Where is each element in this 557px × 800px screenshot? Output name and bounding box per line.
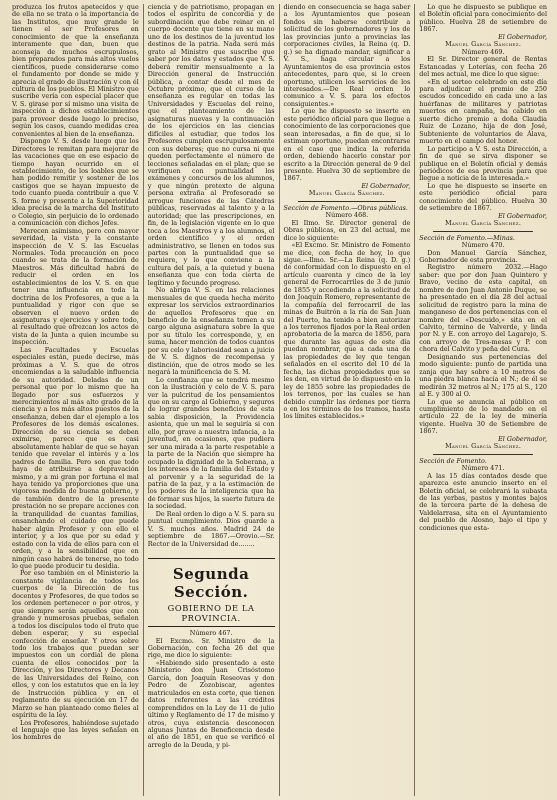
paragraph: Merecen asimismo, pero con mayor severidad, la vista y la constante inspección de V. S. las Escuelas Normales. Toda precaución en poco cuando se trata de la formación de Maestros. Más dificultad habrá de reducir el orden en los establecimientos de los V. S. en que tener una influencia en toda la doctrina de los Profesores, a que a la puntualidad y rigor con que se observen el nuevo orden de asignaturas y ejercicios y sobre todo, al resultado que ofrezcan los actos de vista de la Junta a quien incumbe su inspección. — [12, 226, 139, 347]
section-subtitle: GOBIERNO DE LA PROVINCIA. — [148, 603, 275, 627]
paragraph: De Real orden lo digo a V. S. para su puntual cumplimiento. Dios guarde a V. S. muchos años. Madrid 24 de septiembre de 1867.—Orovio.—Sr. Rector de la Universidad de........ — [147, 509, 275, 548]
column-1 — [8, 4, 144, 796]
paragraph: El Sr. Director general de Rentas Estancadas y Loterías, con fecha 26 del mes actual, me dice lo que sigue: — [419, 55, 547, 79]
paragraph: Los Profesores, habiéndose sujetado el lenguaje que las leyes señalan en los hombres de — [12, 718, 139, 742]
section-heading: Segunda Sección. — [148, 558, 275, 601]
signature-title: El Gobernador, — [498, 32, 547, 41]
notice-number: Número 467. — [189, 629, 233, 638]
section-title: Sección de Fomento. — [419, 456, 487, 465]
paragraph: Lo que he dispuesto se publique en el Boletín oficial para conocimiento del público. Huelva 28 de setiembre de 1867. — [419, 4, 547, 34]
signature-title: El Gobernador, — [498, 211, 547, 220]
paragraph: No abriga V. S. en las relaciones mensuales de que queda hecha mérito expresar los servicios extraordinarios de aquellos Profesores que en beneficio de la enseñanza tomen a su cargo alguna asignatura sobre la que por su título les corresponde, y, en suma, hacer mención de todos cuantos por su celo y laboriosidad sean a juicio de V. S. dignos de recompensa y distinción, que de otros modo se les negará la munificencia de S. M. — [147, 286, 275, 377]
paragraph: «Habiendo sido presentado a este Ministerio don Juan Crisóstomo García, don Joaquín Reseovas y don Pedro de Zozobiscar, agentes matriculados en esta corte, que tienen datos referentes a las créditos comprendidos en la Ley de 11 de julio último y Reglamento de 17 de mismo y otros, cuya existencia desconocen algunas Juntas de Beneficencia desde el año de 1851, en que se verificó el arreglo de la Deuda, y pi- — [147, 658, 275, 749]
notice-number: Número 471. — [461, 464, 505, 473]
paragraph: Dispongo V. S. desde luego que los Directores le remitan para mejorar de las vacaciones que en ese espacio de tiempo hayan ocurrido en el establecimiento, de los loables que se han podido remitir y sostener de los castigos que se hayan impuesto de todo cuanto pueda contribuir a que V. S. forme y presente a la Superioridad idea precisa de la marcha del Instituto o Colegio, sin perjuicio de lo ordenado a comunicación con dichos Jefes. — [12, 137, 139, 228]
paragraph: Lo que he dispuesto se inserte en este periódico oficial para que llegue a conocimiento de las corporaciones que sean interesadas, a fin de que, si lo estiman oportuno, puedan encontrarse en el caso que indica la referida orden, debiendo hacerlo constar por escrito a la Dirección general de 9 del presente. Huelva 30 de septiembre de 1867. — [283, 107, 411, 183]
column-3 — [280, 4, 416, 796]
signature-name: Manuel García Sánchez. — [445, 219, 522, 228]
paragraph: Lo que he dispuesto se inserte en este periódico oficial para conocimiento del público. Huelva 30 de setiembre de 1867. — [419, 181, 547, 213]
paragraph: diendo en consecuencia se haga saber a los Ayuntamientos que posean fondos sin haberse contribuir a solicitud de los gobernadores y los de las provincias junto a provincias las corporaciones civiles, la Reina (q. D. g.) se ha dignado mandar, significar a V. S., haga circular a los Ayuntamientos de esa provincia estos antecedentes, para que, si lo creen oportuno, utilicen los servicios de los interesados.—De Real orden lo comunico a V. S. para los efectos consiguientes.» — [283, 4, 411, 108]
divider — [433, 231, 533, 232]
notice-number: Número 470. — [461, 241, 505, 250]
paragraph: El Excmo. Sr. Ministro de la Gobernación, con fecha 26 del que rige, me dice lo siguiente: — [147, 636, 275, 660]
paragraph: A las 15 días contados desde que aparezca este anuncio inserto en el Boletín oficial, se celebrará la subasta de las yerbas, pastos y montes bajos de la tercera parte de la dehesa de Valdelarrasa, sita en el Ayuntamiento del pueblo de Alosno, bajo el tipo y condiciones que esta- — [419, 471, 547, 532]
notice-number: Número 469. — [461, 47, 505, 56]
paragraph: produzca los frutos apetecidos y que de ella no se trata o la importancia de las Institutos, que muy grande le tienen el ser Profesores en conocimiento de que la enseñanza interamente que dan, buen que aconseja de muchos escrupulosos, bien preparados para más altos vuelos científicos, puede considerarse como el fundamento por donde se mide y aprecia el grado de ilustración y con él cultura de los pueblos. El Ministro que suscribe vería con especial placer que V. S. girase por sí mismo una visita de inspección a dichos establecimientos para proveer desde luego lo preciso, según los casos, cuando medidas crea convenientes al bien de la enseñanza. — [12, 4, 139, 138]
paragraph: ciencia y de patriotismo, propagan en todos el espíritu de concordia y de subordinación que debe reinar en el cuerpo docente que tiene en su mano uno de los destinos de la juventud los destinos de la patria. Nada será más grato al Ministro que suscribe que saber por los datos y estados que V. S. deberá remitir mensualmente a la Dirección general de Instrucción pública, a contar desde el mes de Octubre próximo, que el curso de la enseñanza es regular en todas las Universidades y Escuelas del reino, que el planteamiento de las asignaturas nuevas y la continuación de los ejercicios en las ciencias difíciles al estudiar, que todos los Profesores cumplen escrupulosamente con sus deberes; que no cursa ni que queden perfectamente el número de lecciones señaladas en el plan; que se verifiquen con puntualidad los exámenes y concursos de los alumnos, y que ningún pretexto de alguna persona extraña al Profesorado se arrogue funciones de las Cátedras públicas, reservadas al talento y a la autoridad; que las prescripciones, en fin, de la legislación vigente en lo que toca a los Maestros y a los alumnos, el orden científico y el orden administrativo, se llenen en todos sus partes con la puntualidad que se requiere, y lo que conviene a la cultura del país, a la quietud y buena enseñanza que con toda cierta de legítimo y fecundo progreso. — [147, 4, 275, 287]
signature-title: El Gobernador, — [361, 181, 411, 190]
signature-title: El Gobernador, — [498, 434, 547, 443]
paragraph: «El Excmo. Sr. Ministro de Fomento me dice, con fecha de hoy, lo que sigue.—Ilmo. Sr.—La Reina (q. D. g.) de conformidad con lo dispuesto en el artículo cuarenta y cinco de la ley general de Ferrocarriles de 3 de junio de 1855 y accediendo a la solicitud de don Joaquín Romero, representante de la compañía del ferrocarril de las minas de Buitrón a la ría de San Juan del Puerto, ha tenido a bien autorizar a los terrenos fijados por la Real orden aprobatoria de la marca de 1856, para que durante las aguas de este día puedan nombrar, que a cada una de las propiedades de ley que tengan señalados en el escrito del 10 de la fecha, las dichas propiedades que se les den, en virtud de lo dispuesto en la ley de 1855 sobre las propiedades de los terrenos, por las cuales se han debido cumplir las órdenes por tierra o en los términos de los tramos, hasta los límites establecidos.» — [283, 241, 411, 421]
paragraph: Las Facultades y Escuelas especiales están, puede decirse, más próximas a V. S. que de otros encomiendas a la saludable influencia de su autoridad. Deladas de un personal que por lo mismo que ha llegado por sus esfuerzos y merecimientos al más alto grado de la ciencia y a los más altos puestos de la enseñanza, deben dar el ejemplo a los Profesores de los demás escalones. Dirección de su ciencia se deben eximirse, parece que es casi absolutamente hablar de que se hayan tenido que revelar el interés y a los padres de familia. Pero son que todo haya de atribuirse a depravación mismo, y a mi gran por fortuna el mal haya tenido ya proporciones que una vigorosa medida de buena gobierno, y de también dentro de la presente prestación no se prepare acciones con la tranquilidad de cuantas familias, ensanchando el cuidado que puede haber algún Profesor y con ello el interior, y a los que por su edad y estado con la vida de ellos para con el orden, y a la sensibilidad que en ningún caso habrá de tenerse, no todo lo que puede producir tu desidia. — [12, 345, 139, 570]
paragraph: Lo confianza que se tendrá mesmo con la ilustración y celo de V. S. para ver la pulcritud de los pensamientos que en su cargo al Gobierno, y seguros de lograr grandes beneficios de esta sabia disposición, la Providencia asienta, que un mal le seguiría si con ello, por grave a nuestra infancia, a la juventud, en ocasiones, que pudiera ser una mirada a la parte respetable a la parte de la Nación que siempre ha ocupado la dignidad de la Soberana, a los intereses de la familia del Estado y al porvenir y a la seguridad de la patria de la paz, y a la estimación de los poderes de la inteligencia que ha de formar sus hijos, la suerte futura de la sociedad. — [147, 375, 275, 511]
paragraph: Registro número 2032.—Hago saber: que por don Juan Quintero y Bravo, vecino de esta capital, en nombre de don Juan Antonio Duque, se ha presentado en el día 28 del actual solicitud de registro para la mina de manganeso de dos pertenencias con el nombre del «Descuido,» sita en el Calvito, término de Valverde, y linda por N. y E. con arroyo del Lagarejo, S. con arroyo de Tres-mesas y P. con chora del Calvito y peña del Cura. — [419, 263, 547, 354]
signature-name: Manuel García Sánchez. — [445, 40, 522, 49]
section-title: Sección de Fomento.—Minas. — [419, 233, 515, 242]
notice-number: Número 468. — [325, 211, 369, 220]
paragraph: Lo participo a V. S. esta Dirección, a fin de que se sirva disponer se publique en el Boletín oficial y demás periódicos de esa provincia para que llegue a noticia de la interesada.» — [419, 144, 547, 183]
paragraph: Por eso también en el Ministerio la constante vigilancia de todos los cuerpos de la Dirección de tus docentes y Profesores, de que todos se los ordenen pertenecer o por otros, y que siempre serán aquellos que con grande y numerosas pruebas, señalen a todos los discípulos todo el fruto que deben esperar, y su especial confección de enseñar. Y otros sobre todo los trabajos que puedan ser impuestos con un cordial de plena cuenta de ellos conocidos por la Dirección, y los Directores y Decanos de las Universidades del Reino, con ellos, y con los estatutos que en la ley de Instrucción pública y en el reglamento de su ejecución en 17 de Marzo se han planteado como fieles al espíritu de la ley. — [12, 569, 139, 720]
divider — [433, 454, 533, 455]
signature-name: Manuel García Sánchez. — [445, 442, 522, 451]
section-title: Sección de Fomento.—Obras públicas. — [283, 203, 408, 212]
divider — [298, 201, 397, 202]
column-2 — [144, 4, 280, 796]
paragraph: «En el sorteo celebrado en este día para adjudicar el premio de 250 escudos concedido en cada uno a las huérfanas de militares y patriotas muertos en campaña, ha cabido en suerte dicho premio a doña Claudia Ruiz de Lozano, hija de don José, Subteniente de voluntarios de Álava, muerto en el campo del honor. — [419, 77, 547, 146]
paragraph: Don Manuel García Sánchez, Gobernador de esta provincia. — [419, 248, 547, 264]
paragraph: Lo que se anuncia al público en cumplimiento de lo mandado en el artículo 22 de la ley de minería vigente. Huelva 30 de Setiembre de 1867. — [419, 397, 547, 436]
paragraph: El Ilmo. Sr. Director general de Obras públicas, en 23 del actual, me dice lo siguiente: — [283, 218, 411, 242]
column-4 — [415, 4, 551, 796]
signature-name: Manuel García Sánchez. — [308, 189, 385, 198]
paragraph: Designando sus pertenencias del modo siguiente: punto de partida una zanja que hay sobre a 10 metros de una piedra blanca hacia el N.; de él se medirán 32 metros al N.; 175 al S., 120 al E. y 300 al O. — [419, 352, 547, 399]
